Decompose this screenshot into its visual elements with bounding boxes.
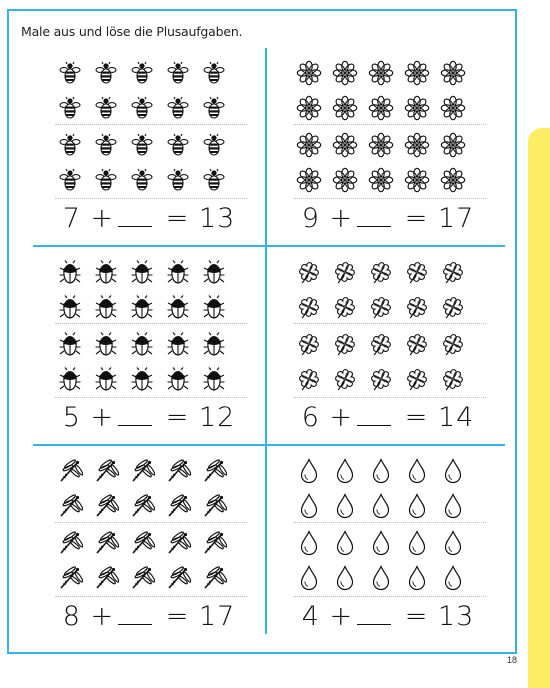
equals-sign: = (165, 402, 190, 433)
flower-icon (440, 95, 466, 121)
ladybug-icon (57, 259, 83, 285)
dragonfly-icon (165, 530, 191, 556)
dragonfly-icon (93, 530, 119, 556)
bee-icon (57, 167, 83, 193)
equation (272, 601, 504, 635)
clover-icon (368, 294, 394, 320)
equals-sign: = (404, 203, 429, 234)
dragonfly-icon (93, 565, 119, 591)
answer-blank[interactable] (118, 602, 152, 625)
ladybug-icon (93, 294, 119, 320)
ladybug-icon (165, 259, 191, 285)
dotted-guide-line (294, 522, 486, 523)
flower-icon (368, 95, 394, 121)
bee-icon (93, 167, 119, 193)
equation (33, 402, 265, 436)
drop-icon (296, 458, 322, 484)
icon-grid (33, 446, 265, 596)
addend: 4 (301, 601, 320, 632)
clover-icon (332, 331, 358, 357)
dragonfly-icon (201, 493, 227, 519)
equals-sign: = (404, 402, 429, 433)
flower-icon (404, 132, 430, 158)
dragonfly-icon (201, 530, 227, 556)
bee-icon (57, 132, 83, 158)
flower-icon (368, 60, 394, 86)
page-number: 18 (507, 655, 518, 665)
icon-grid (272, 247, 504, 397)
ladybug-icon (165, 366, 191, 392)
clover-icon (296, 294, 322, 320)
clover-icon (440, 294, 466, 320)
clover-icon (404, 259, 430, 285)
clover-icon (440, 366, 466, 392)
drop-icon (404, 493, 430, 519)
clover-icon (440, 259, 466, 285)
equals-sign: = (404, 601, 429, 632)
task-drops (272, 446, 504, 644)
ladybug-icon (165, 294, 191, 320)
equation (272, 402, 504, 436)
drop-icon (332, 565, 358, 591)
clover-icon (296, 259, 322, 285)
dragonfly-icon (129, 565, 155, 591)
icon-grid (33, 247, 265, 397)
clover-icon (296, 331, 322, 357)
addend: 9 (301, 203, 320, 234)
dragonfly-icon (57, 493, 83, 519)
equation (33, 203, 265, 237)
addend: 6 (301, 402, 320, 433)
plus-sign: + (329, 601, 354, 632)
dragonfly-icon (93, 493, 119, 519)
dotted-guide-line (294, 198, 486, 199)
icon-grid (272, 446, 504, 596)
dotted-guide-line (294, 124, 486, 125)
bee-icon (57, 95, 83, 121)
flower-icon (332, 132, 358, 158)
answer-blank[interactable] (118, 204, 152, 227)
drop-icon (368, 493, 394, 519)
drop-icon (368, 565, 394, 591)
flower-icon (404, 60, 430, 86)
dragonfly-icon (165, 493, 191, 519)
bee-icon (201, 60, 227, 86)
ladybug-icon (201, 331, 227, 357)
ladybug-icon (57, 366, 83, 392)
result: 17 (437, 203, 475, 234)
side-tab (528, 128, 550, 688)
clover-icon (332, 366, 358, 392)
addend: 7 (62, 203, 81, 234)
dragonfly-icon (201, 565, 227, 591)
dragonfly-icon (57, 530, 83, 556)
drop-icon (296, 530, 322, 556)
drop-icon (440, 530, 466, 556)
ladybug-icon (93, 259, 119, 285)
plus-sign: + (90, 402, 115, 433)
task-flowers (272, 48, 504, 246)
bee-icon (165, 167, 191, 193)
drop-icon (440, 458, 466, 484)
dotted-guide-line (55, 522, 247, 523)
ladybug-icon (93, 331, 119, 357)
ladybug-icon (201, 294, 227, 320)
addend: 8 (62, 601, 81, 632)
clover-icon (440, 331, 466, 357)
dragonfly-icon (129, 493, 155, 519)
drop-icon (440, 493, 466, 519)
flower-icon (440, 60, 466, 86)
ladybug-icon (57, 294, 83, 320)
plus-sign: + (329, 402, 354, 433)
clover-icon (404, 366, 430, 392)
flower-icon (296, 95, 322, 121)
result: 13 (198, 203, 236, 234)
drop-icon (404, 565, 430, 591)
dragonfly-icon (165, 565, 191, 591)
clover-icon (368, 259, 394, 285)
ladybug-icon (165, 331, 191, 357)
drop-icon (296, 565, 322, 591)
dotted-guide-line (294, 323, 486, 324)
bee-icon (129, 60, 155, 86)
task-clovers (272, 247, 504, 445)
ladybug-icon (129, 259, 155, 285)
ladybug-icon (93, 366, 119, 392)
bee-icon (201, 167, 227, 193)
icon-grid (33, 48, 265, 198)
clover-icon (296, 366, 322, 392)
flower-icon (296, 60, 322, 86)
task-bees (33, 48, 265, 246)
ladybug-icon (57, 331, 83, 357)
clover-icon (368, 331, 394, 357)
drop-icon (296, 493, 322, 519)
bee-icon (165, 60, 191, 86)
drop-icon (368, 458, 394, 484)
flower-icon (404, 95, 430, 121)
flower-icon (332, 95, 358, 121)
drop-icon (332, 493, 358, 519)
bee-icon (93, 95, 119, 121)
ladybug-icon (129, 366, 155, 392)
task-ladybugs (33, 247, 265, 445)
flower-icon (332, 60, 358, 86)
dragonfly-icon (57, 458, 83, 484)
dotted-guide-line (55, 198, 247, 199)
bee-icon (57, 60, 83, 86)
bee-icon (93, 132, 119, 158)
vertical-divider (265, 48, 267, 634)
drop-icon (404, 530, 430, 556)
result: 17 (198, 601, 236, 632)
result: 12 (198, 402, 236, 433)
ladybug-icon (201, 366, 227, 392)
bee-icon (129, 132, 155, 158)
flower-icon (296, 132, 322, 158)
equals-sign: = (165, 203, 190, 234)
ladybug-icon (201, 259, 227, 285)
dotted-guide-line (55, 124, 247, 125)
dotted-guide-line (55, 596, 247, 597)
result: 13 (437, 601, 475, 632)
flower-icon (332, 167, 358, 193)
equation (33, 601, 265, 635)
equals-sign: = (165, 601, 190, 632)
ladybug-icon (129, 294, 155, 320)
answer-blank[interactable] (357, 204, 391, 227)
instruction-text: Male aus und löse die Plusaufgaben. (21, 24, 243, 39)
clover-icon (404, 294, 430, 320)
addend: 5 (62, 402, 81, 433)
bee-icon (165, 95, 191, 121)
ladybug-icon (129, 331, 155, 357)
flower-icon (440, 132, 466, 158)
plus-sign: + (329, 203, 354, 234)
answer-blank[interactable] (118, 403, 152, 426)
dragonfly-icon (129, 530, 155, 556)
drop-icon (332, 458, 358, 484)
bee-icon (93, 60, 119, 86)
dragonfly-icon (129, 458, 155, 484)
clover-icon (332, 259, 358, 285)
answer-blank[interactable] (357, 602, 391, 625)
dotted-guide-line (294, 397, 486, 398)
result: 14 (437, 402, 475, 433)
flower-icon (296, 167, 322, 193)
bee-icon (129, 95, 155, 121)
dragonfly-icon (57, 565, 83, 591)
task-dragonflies (33, 446, 265, 644)
equation (272, 203, 504, 237)
bee-icon (201, 132, 227, 158)
dragonfly-icon (93, 458, 119, 484)
clover-icon (332, 294, 358, 320)
drop-icon (404, 458, 430, 484)
dotted-guide-line (55, 323, 247, 324)
answer-blank[interactable] (357, 403, 391, 426)
icon-grid (272, 48, 504, 198)
bee-icon (201, 95, 227, 121)
drop-icon (440, 565, 466, 591)
plus-sign: + (90, 601, 115, 632)
bee-icon (129, 167, 155, 193)
flower-icon (368, 167, 394, 193)
flower-icon (368, 132, 394, 158)
flower-icon (404, 167, 430, 193)
plus-sign: + (90, 203, 115, 234)
dragonfly-icon (201, 458, 227, 484)
dotted-guide-line (294, 596, 486, 597)
flower-icon (440, 167, 466, 193)
bee-icon (165, 132, 191, 158)
clover-icon (404, 331, 430, 357)
drop-icon (368, 530, 394, 556)
dragonfly-icon (165, 458, 191, 484)
drop-icon (332, 530, 358, 556)
clover-icon (368, 366, 394, 392)
dotted-guide-line (55, 397, 247, 398)
